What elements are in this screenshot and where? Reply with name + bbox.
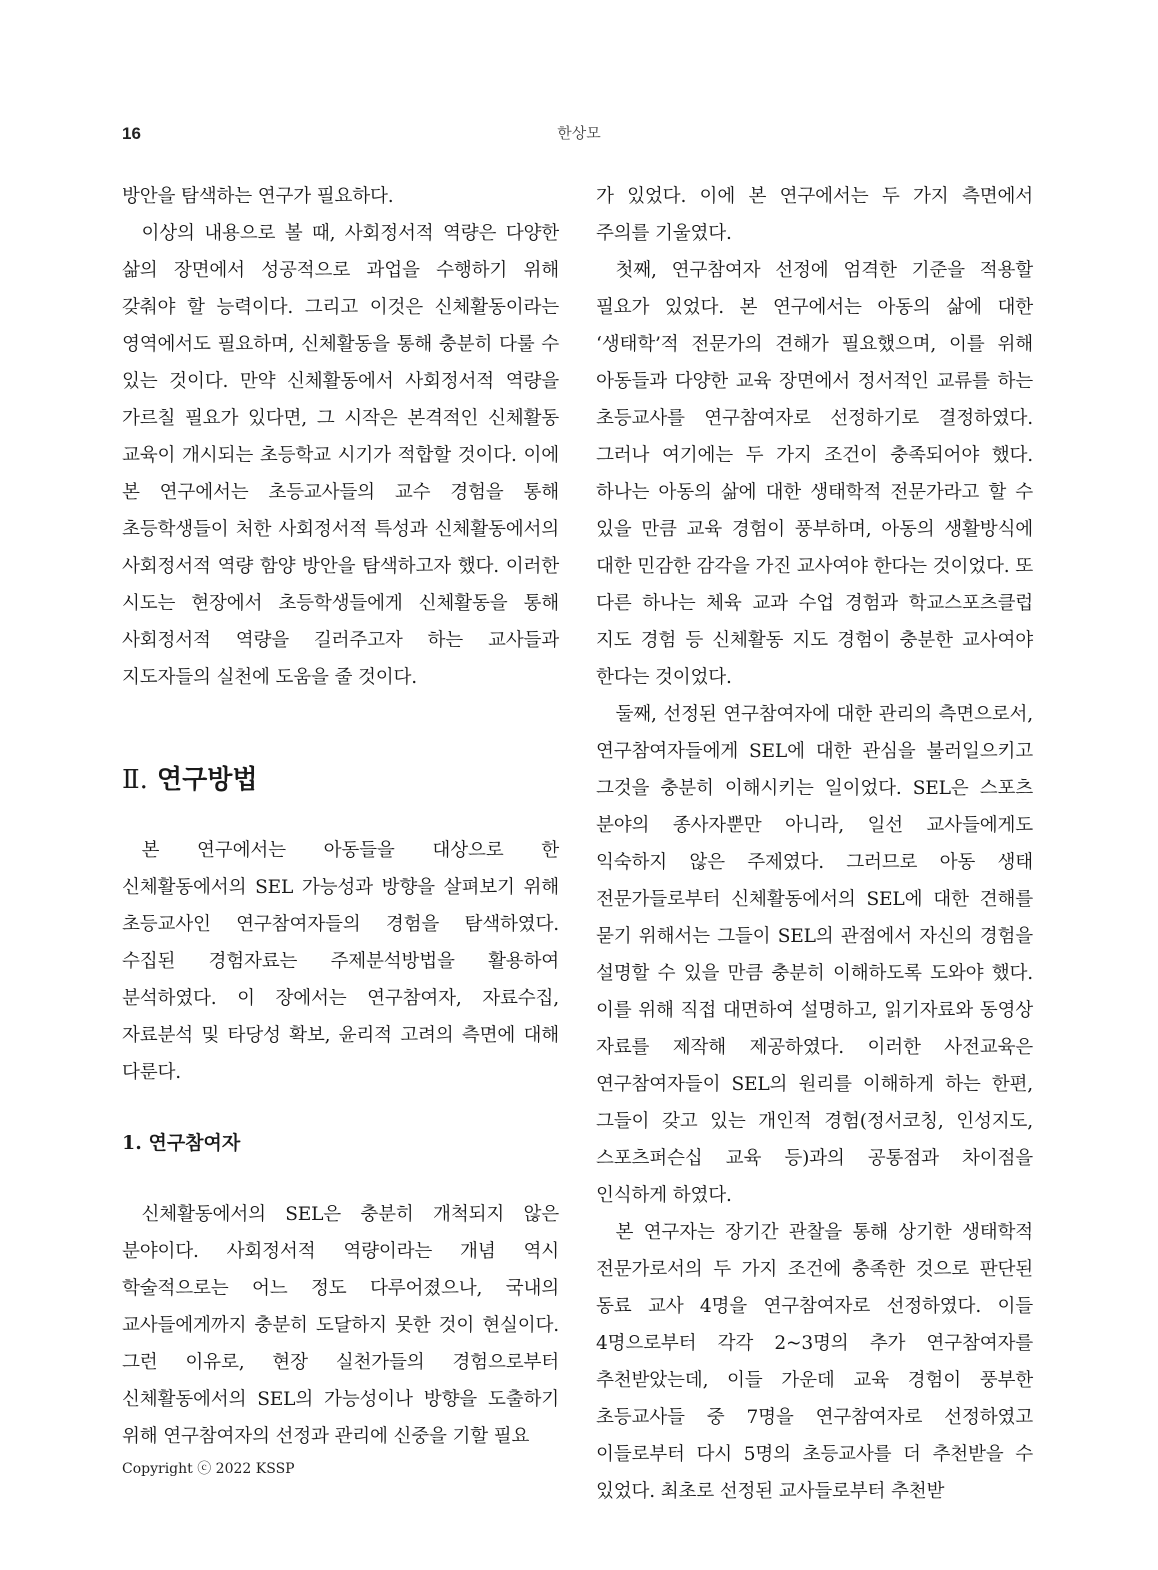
- paragraph: 둘째, 선정된 연구참여자에 대한 관리의 측면으로서, 연구참여자들에게 SEL에 대한 관심을 불러일으키고 그것을 충분히 이해시키는 일이었다. SEL은 스포츠 분야의 종사자뿐만 아니라, 일선 교사들에게도 익숙하지 않은 주제였다. 그러므로 아동 생태 전문가들로부터 신체활동에서의 SEL에 대한 견해를 묻기 위해서는 그들이 SEL의 관점에서 자신의 경험을 설명할 수 있을 만큼 충분히 이해하도록 도와야 했다. 이를 위해 직접 대면하여 설명하고, 읽기자료와 동영상 자료를 제작해 제공하였다. 이러한 사전교육은 연구참여자들이 SEL의 원리를 이해하게 하는 한편, 그들이 갖고 있는 개인적 경험(정서코칭, 인성지도, 스포츠퍼슨십 교육 등)과의 공통점과 차이점을 인식하게 하였다.: [596, 704, 1033, 1206]
- page-number: 16: [122, 124, 141, 143]
- paragraph: 이상의 내용으로 볼 때, 사회정서적 역량은 다양한 삶의 장면에서 성공적으로 과업을 수행하기 위해 갖춰야 할 능력이다. 그리고 이것은 신체활동이라는 영역에서도 필요하며, 신체활동을 통해 충분히 다룰 수 있는 것이다. 만약 신체활동에서 사회정서적 역량을 가르칠 필요가 있다면, 그 시작은 본격적인 신체활동 교육이 개시되는 초등학교 시기가 적합할 것이다. 이에 본 연구에서는 초등교사들의 교수 경험을 통해 초등학생들이 처한 사회정서적 특성과 신체활동에서의 사회정서적 역량 함양 방안을 탐색하고자 했다. 이러한 시도는 현장에서 초등학생들에게 신체활동을 통해 사회정서적 역량을 길러주고자 하는 교사들과 지도자들의 실천에 도움을 줄 것이다.: [122, 223, 559, 688]
- paragraph: 본 연구자는 장기간 관찰을 통해 상기한 생태학적 전문가로서의 두 가지 조건에 충족한 것으로 판단된 동료 교사 4명을 연구참여자로 선정하였다. 이들 4명으로부터 각각 2~3명의 추가 연구참여자를 추천받았는데, 이들 가운데 교육 경험이 풍부한 초등교사들 중 7명을 연구참여자로 선정하였고 이들로부터 다시 5명의 초등교사를 더 추천받을 수 있었다. 최초로 선정된 교사들로부터 추천받: [596, 1222, 1033, 1502]
- right-column: [596, 178, 1033, 1510]
- paragraph: 신체활동에서의 SEL은 충분히 개척되지 않은 분야이다. 사회정서적 역량이라는 개념 역시 학술적으로는 어느 정도 다루어졌으나, 국내의 교사들에게까지 충분히 도달하지 못한 것이 현실이다. 그런 이유로, 현장 실천가들의 경험으로부터 신체활동에서의 SEL의 가능성이나 방향을 도출하기 위해 연구참여자의 선정과 관리에 신중을 기할 필요: [122, 1204, 559, 1447]
- subsection-number: 1.: [122, 1132, 142, 1154]
- left-column: [122, 178, 559, 1455]
- section-number: Ⅱ.: [122, 765, 148, 795]
- running-head: 한상모: [557, 124, 601, 142]
- subsection-title: 연구참여자: [148, 1132, 241, 1154]
- subsection-heading: [122, 1125, 559, 1162]
- paragraph: 방안을 탐색하는 연구가 필요하다.: [122, 186, 394, 207]
- section-heading: [122, 760, 559, 800]
- paragraph: 본 연구에서는 아동들을 대상으로 한 신체활동에서의 SEL 가능성과 방향을 살펴보기 위해 초등교사인 연구참여자들의 경험을 탐색하였다. 수집된 경험자료는 주제분석방법을 활용하여 분석하였다. 이 장에서는 연구참여자, 자료수집, 자료분석 및 타당성 확보, 윤리적 고려의 측면에 대해 다룬다.: [122, 840, 559, 1083]
- paragraph: 첫째, 연구참여자 선정에 엄격한 기준을 적용할 필요가 있었다. 본 연구에서는 아동의 삶에 대한 ‘생태학’적 전문가의 견해가 필요했으며, 이를 위해 아동들과 다양한 교육 장면에서 정서적인 교류를 하는 초등교사를 연구참여자로 선정하기로 결정하였다. 그러나 여기에는 두 가지 조건이 충족되어야 했다. 하나는 아동의 삶에 대한 생태학적 전문가라고 할 수 있을 만큼 교육 경험이 풍부하며, 아동의 생활방식에 대한 민감한 감각을 가진 교사여야 한다는 것이었다. 또 다른 하나는 체육 교과 수업 경험과 학교스포츠클럽 지도 경험 등 신체활동 지도 경험이 충분한 교사여야 한다는 것이었다.: [596, 260, 1033, 688]
- paragraph: 가 있었다. 이에 본 연구에서는 두 가지 측면에서 주의를 기울였다.: [596, 186, 1033, 244]
- section-title: 연구방법: [157, 765, 258, 795]
- copyright-footer: Copyright ⓒ 2022 KSSP: [122, 1461, 295, 1477]
